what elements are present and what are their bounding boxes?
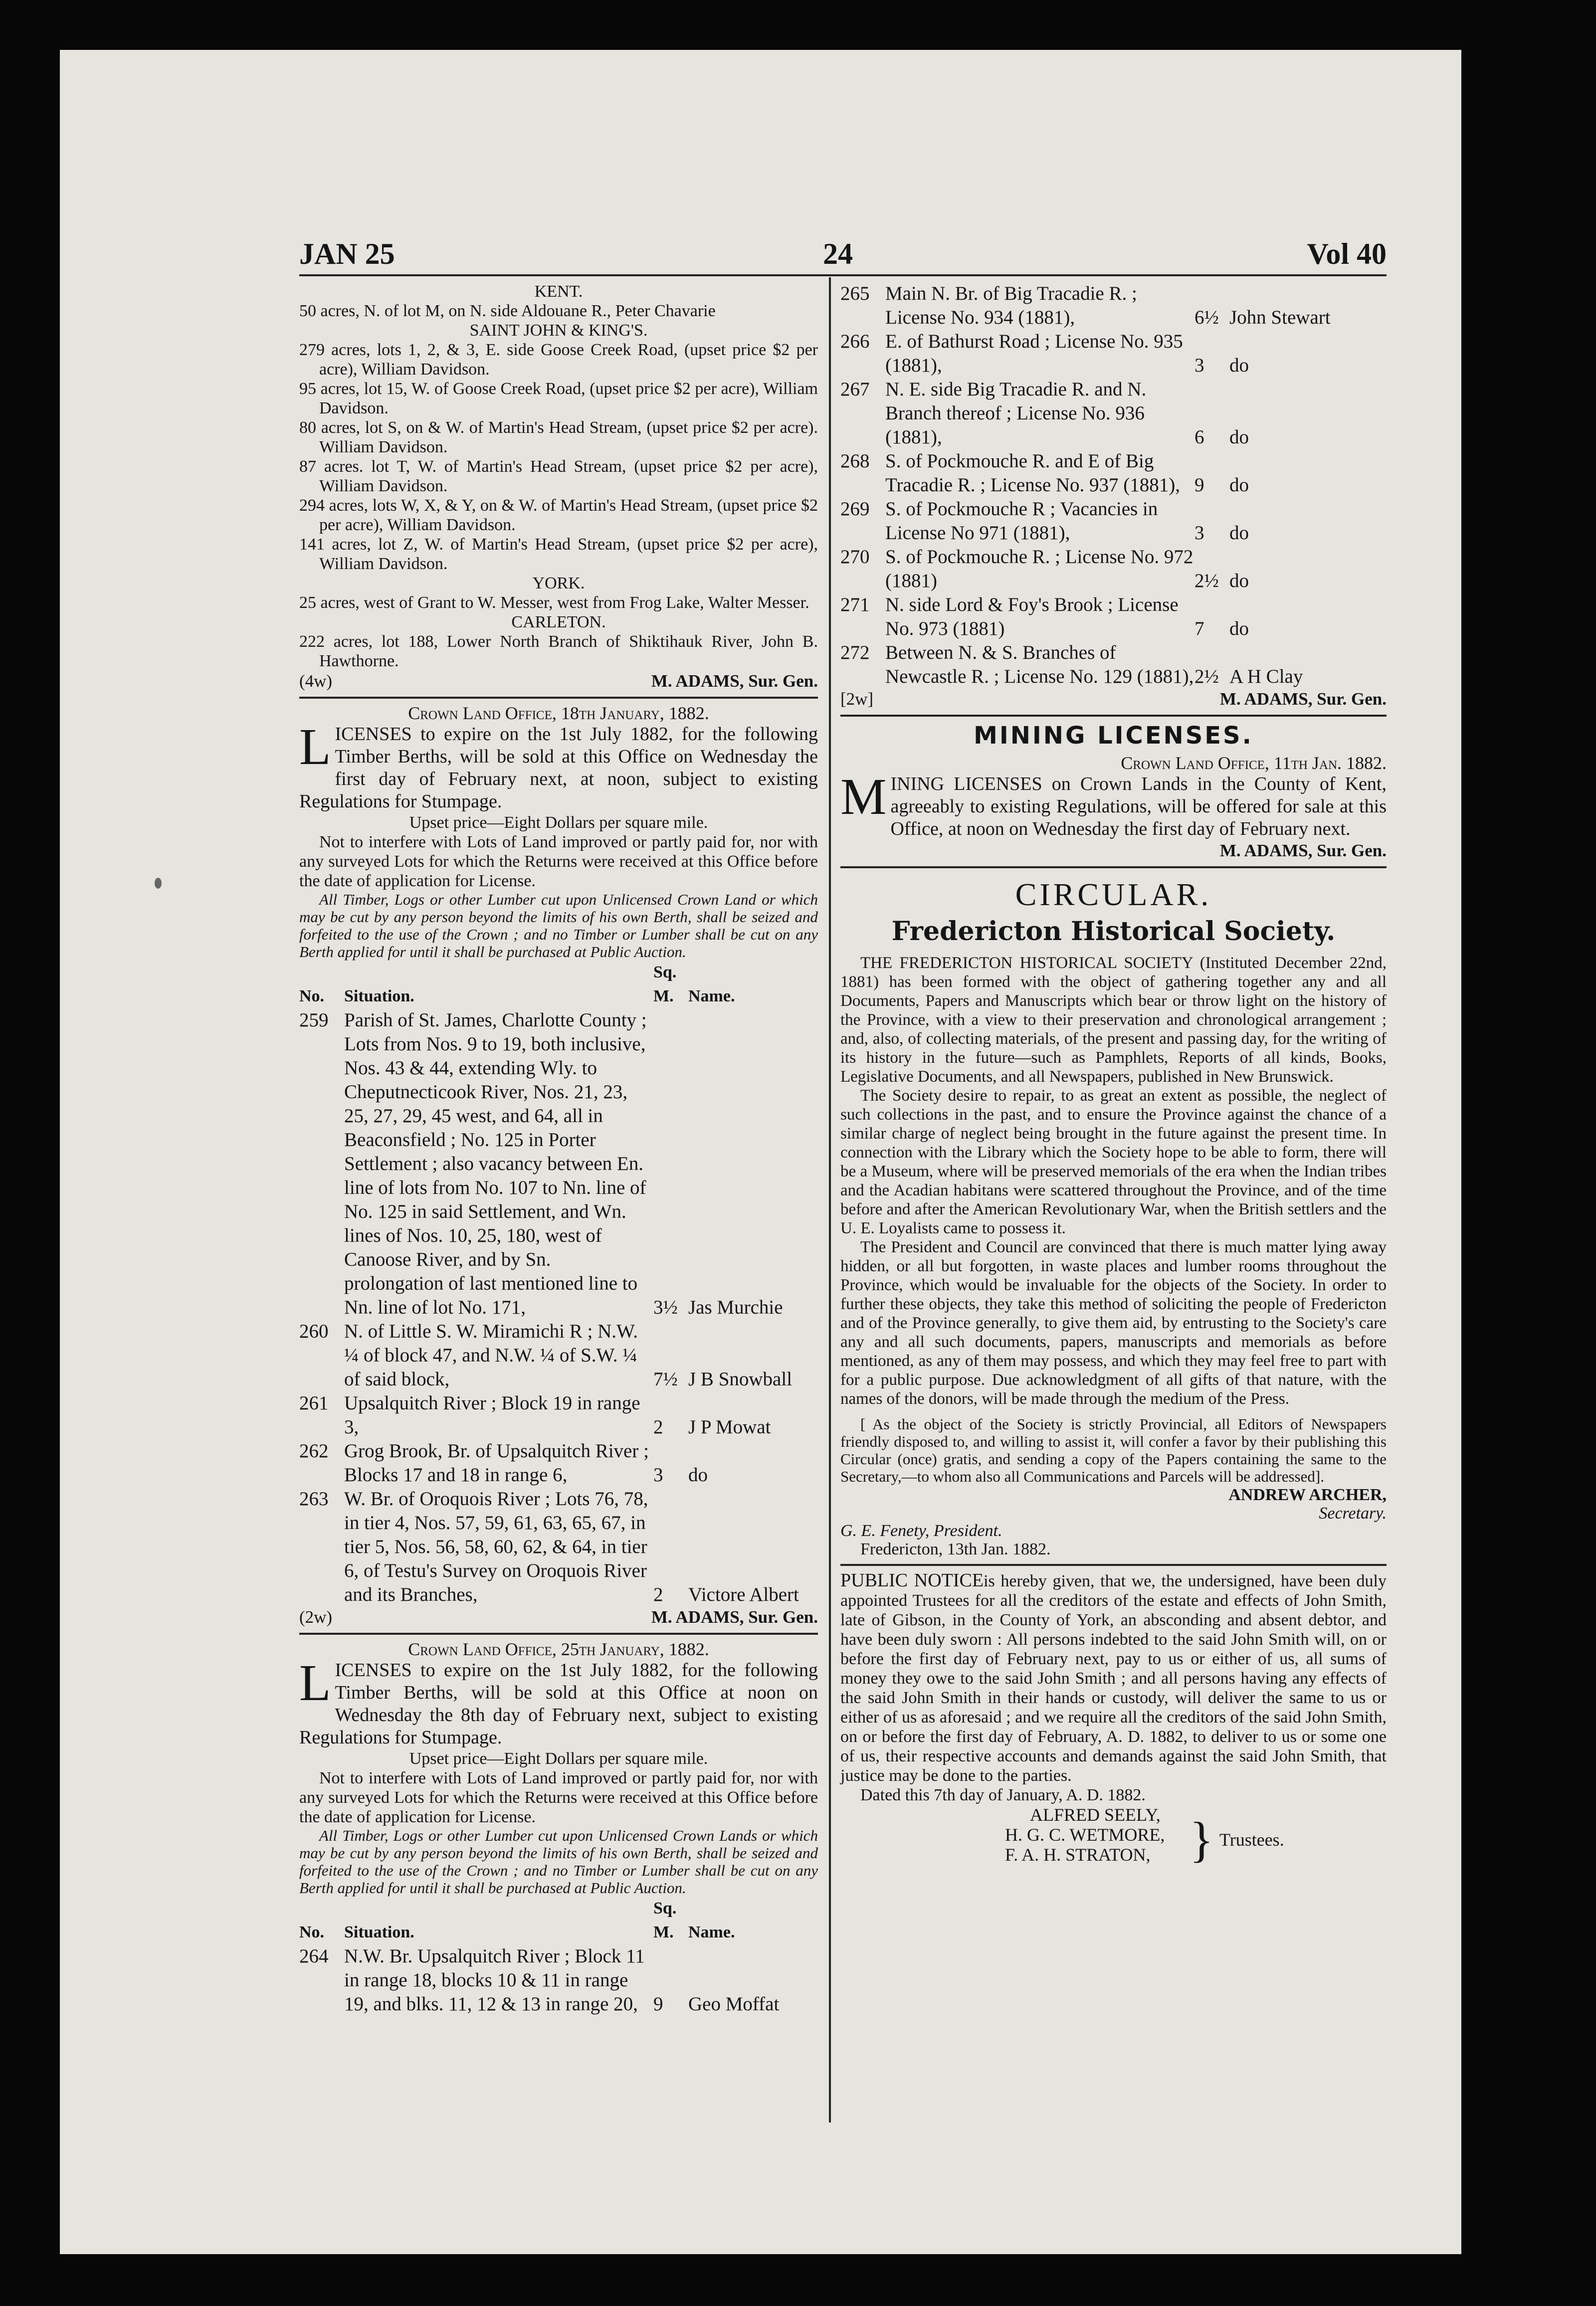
berth-situation: S. of Pockmouche R. ; License No. 972 (1881) (885, 546, 1194, 591)
berth-name: J B Snowball (688, 1368, 793, 1390)
berth-number: 271 (840, 594, 870, 615)
county-heading-saint-john: SAINT JOHN & KING'S. (469, 321, 648, 340)
table-row (840, 497, 1387, 545)
secretary-name: ANDREW ARCHER, (1228, 1486, 1387, 1504)
table-row (299, 1439, 818, 1487)
berth-sq-miles: 3 (1195, 522, 1204, 544)
left-column (299, 282, 818, 2016)
berth-number: 261 (299, 1392, 329, 1414)
land-item: 141 acres, lot Z, W. of Martin's Head Stream, (upset price $2 per acre), William Davidson. (299, 535, 818, 573)
trustees-label: Trustees. (1219, 1830, 1284, 1850)
berth-name: A H Clay (1229, 666, 1303, 687)
notice-warning: All Timber, Logs or other Lumber cut upon Unlicensed Crown Land or which may be cut by any person beyond the limits of his own Berth, shall be seized and forfeited to the use of the Crown ; and no Timber or Lumber shall be cut on any Berth applied for until it shall be purchased at Public Auction. (299, 891, 818, 961)
dateline: Crown Land Office, 25th January, 1882. (408, 1639, 709, 1659)
signature-line (840, 840, 1387, 861)
section-rule (299, 1633, 818, 1635)
column-header: Sq. M. (653, 1899, 677, 1941)
table-row (299, 1944, 818, 2016)
signature-line (840, 689, 1387, 710)
land-item: 95 acres, lot 15, W. of Goose Creek Road, (upset price $2 per acre), William Davidson. (299, 380, 818, 417)
berth-number: 264 (299, 1945, 329, 1967)
land-sales-list (299, 282, 818, 692)
berth-situation: N.W. Br. Upsalquitch River ; Block 11 in range 18, blocks 10 & 11 in range 19, and blks. 11, 12 & 13 in range 20, (344, 1945, 645, 2015)
ink-smudge (155, 878, 162, 889)
berth-sq-miles: 2½ (1195, 666, 1219, 687)
mining-licenses-notice (840, 722, 1387, 861)
table-row (840, 545, 1387, 593)
berth-sq-miles: 6½ (1195, 307, 1219, 328)
insertion-code: (2w) (299, 1607, 333, 1627)
section-rule (299, 697, 818, 699)
drop-cap: M (840, 768, 887, 825)
land-item: 87 acres. lot T, W. of Martin's Head Stream, (upset price $2 per acre), William Davidson. (299, 457, 818, 495)
land-item: 80 acres, lot S, on & W. of Martin's Head Stream, (upset price $2 per acre). William Davidson. (299, 418, 818, 456)
upset-price: Upset price—Eight Dollars per square mile. (409, 1749, 708, 1768)
berth-sq-miles: 7½ (653, 1368, 678, 1390)
notice-body: INING LICENSES on Crown Lands in the County of Kent, agreeably to existing Regulations, will be offered for sale at this Office, at noon on Wednesday the first day of February next. (890, 773, 1387, 839)
table-row (299, 1320, 818, 1391)
berth-sq-miles: 6 (1195, 426, 1204, 448)
table-row (840, 378, 1387, 449)
berth-situation: N. side Lord & Foy's Brook ; License No. 973 (1881) (885, 594, 1179, 639)
header-volume: Vol 40 (1307, 237, 1387, 270)
section-rule (840, 715, 1387, 717)
berths-table (299, 961, 818, 1607)
column-divider (829, 277, 831, 2122)
signature: M. ADAMS, Sur. Gen. (1219, 841, 1387, 860)
berth-number: 263 (299, 1488, 329, 1510)
timber-notice-2 (299, 1640, 818, 2016)
section-title: MINING LICENSES. (974, 722, 1253, 750)
trustees-signatures (840, 1805, 1387, 1870)
berth-situation: N. of Little S. W. Miramichi R ; N.W. ¼ of block 47, and N.W. ¼ of S.W. ¼ of said block, (344, 1321, 638, 1390)
berth-sq-miles: 3 (653, 1464, 663, 1486)
berth-name: do (1229, 355, 1249, 376)
signature: M. ADAMS, Sur. Gen. (651, 1607, 818, 1627)
berth-number: 268 (840, 450, 870, 472)
secretary-title: Secretary. (1319, 1504, 1387, 1523)
table-row (299, 1008, 818, 1320)
insertion-code: [2w] (840, 689, 874, 709)
column-header: No. (299, 1923, 325, 1941)
county-heading-york: YORK. (532, 574, 585, 592)
county-heading-carleton: CARLETON. (511, 613, 606, 631)
notice-condition: Not to interfere with Lots of Land improved or partly paid for, nor with any surveyed Lots for which the Returns were received at this Office before the date of application for License. (299, 833, 818, 890)
berth-name: John Stewart (1229, 307, 1331, 328)
drop-cap: L (299, 1654, 331, 1712)
berth-situation: Between N. & S. Branches of Newcastle R. ; License No. 129 (1881), (885, 642, 1194, 687)
header-page-number: 24 (823, 237, 853, 270)
timber-notice-1 (299, 704, 818, 1628)
berth-situation: W. Br. of Oroquois River ; Lots 76, 78, in tier 4, Nos. 57, 59, 61, 63, 65, 67, in tier 5, Nos. 56, 58, 60, 62, & 64, in tier 6, of Testu's Survey on Oroquois River and its Branches, (344, 1488, 648, 1605)
notice-body: ICENSES to expire on the 1st July 1882, for the following Timber Berths, will be sold at this Office at noon on Wednesday the 8th day of February next, subject to existing Regulations for Stumpage. (299, 1660, 818, 1748)
column-header: Sq. M. (653, 963, 677, 1005)
header-rule (299, 274, 1387, 276)
column-header: No. (299, 987, 325, 1005)
public-notice (840, 1571, 1387, 1870)
berth-name: do (688, 1464, 708, 1486)
berth-sq-miles: 9 (653, 1993, 663, 2015)
berth-name: do (1229, 474, 1249, 496)
berth-situation: S. of Pockmouche R ; Vacancies in License No 971 (1881), (885, 498, 1158, 544)
berth-sq-miles: 2½ (1195, 570, 1219, 591)
berths-table (840, 282, 1387, 689)
column-header: Situation. (344, 1923, 414, 1941)
berth-number: 269 (840, 498, 870, 520)
president: G. E. Fenety, President. (840, 1522, 1002, 1540)
berth-name: do (1229, 522, 1249, 544)
berth-name: Victore Albert (688, 1584, 799, 1605)
trustee-name: ALFRED SEELY, (1030, 1805, 1161, 1825)
dated-line: Dated this 7th day of January, A. D. 1882. (860, 1786, 1146, 1804)
circular-paragraph: The President and Council are convinced that there is much matter lying away hidden, or all but forgotten, in waste places and lumber rooms throughout the Province, which would be invaluable for the objects of the Society. In order to further these objects, they take this method of soliciting the people of Fredericton and of the Province generally, to give them aid, by entrusting to the Society's care any and all such documents, papers, manuscripts and memorials as before mentioned, as any of them may possess, and which they may feel free to part with for a public purpose. Due acknowledgment of all gifts of that nature, with the names of the donors, will be made through the medium of the Press. (840, 1238, 1387, 1408)
table-row (840, 449, 1387, 497)
dateline: Crown Land Office, 11th Jan. 1882. (1121, 753, 1387, 773)
land-item: 279 acres, lots 1, 2, & 3, E. side Goose Creek Road, (upset price $2 per acre), William Davidson. (299, 341, 818, 379)
column-header: Name. (688, 1923, 735, 1941)
drop-cap: L (299, 718, 331, 775)
table-row (840, 282, 1387, 330)
section-title: CIRCULAR. (1015, 877, 1212, 912)
berth-situation: Upsalquitch River ; Block 19 in range 3, (344, 1392, 640, 1438)
berth-sq-miles: 9 (1195, 474, 1204, 496)
berth-number: 272 (840, 642, 870, 663)
notice-body: is hereby given, that we, the undersigned, have been duly appointed Trustees for all the creditors of the estate and effects of John Smith, late of Gibson, in the County of York, an absconding and absent debtor, and have been duly sworn : All persons indebted to the said John Smith will, on or before the first day of February next, pay to us or either of us, all sums of money they owe to the said John Smith ; and all persons having any effects of the said John Smith in their hands or custody, will deliver the same to us or either of us as aforesaid ; and we require all the creditors of the said John Smith, on or before the first day of February, A. D. 1882, to deliver to us or some one of us, their respective accounts and demands against the said John Smith, that justice may be done to the parties. (840, 1572, 1387, 1785)
county-heading-kent: KENT. (534, 282, 583, 301)
notice-lead: PUBLIC NOTICE (840, 1570, 984, 1591)
berth-number: 265 (840, 283, 870, 304)
notice-body: ICENSES to expire on the 1st July 1882, for the following Timber Berths, will be sold at this Office on Wednesday the first day of February next, at noon, subject to existing Regulations for Stumpage. (299, 724, 818, 812)
berth-situation: E. of Bathurst Road ; License No. 935 (1881), (885, 331, 1183, 376)
section-rule (840, 866, 1387, 868)
table-row (840, 593, 1387, 641)
berth-sq-miles: 2 (653, 1416, 663, 1438)
land-item: 25 acres, west of Grant to W. Messer, west from Frog Lake, Walter Messer. (299, 593, 809, 612)
berth-number: 270 (840, 546, 870, 568)
circular-note: [ As the object of the Society is strictly Provincial, all Editors of Newspapers friendly disposed to, and willing to assist it, will confer a favor by their publishing this Circular (once) gratis, and sending a copy of the Papers containing the same to the Secretary,—to whom also all Communications and Parcels will be addressed]. (840, 1415, 1387, 1485)
notice-condition: Not to interfere with Lots of Land improved or partly paid for, nor with any surveyed Lots for which the Returns were received at this Office before the date of application for License. (299, 1769, 818, 1826)
dateline: Fredericton, 13th Jan. 1882. (860, 1540, 1051, 1558)
berth-sq-miles: 3 (1195, 355, 1204, 376)
dateline: Crown Land Office, 18th January, 1882. (408, 703, 709, 723)
circular (840, 876, 1387, 1559)
table-row (299, 1487, 818, 1607)
brace: } (1190, 1812, 1213, 1867)
trustee-name: F. A. H. STRATON, (1005, 1845, 1151, 1865)
trustee-name: H. G. C. WETMORE, (1005, 1825, 1165, 1845)
newspaper-page (60, 50, 1461, 2254)
berth-sq-miles: 7 (1195, 618, 1204, 639)
column-header: Situation. (344, 987, 414, 1005)
berth-name: Jas Murchie (688, 1297, 783, 1318)
berth-number: 266 (840, 331, 870, 352)
timber-notice-2-continued (840, 282, 1387, 710)
berth-number: 259 (299, 1009, 329, 1031)
upset-price: Upset price—Eight Dollars per square mile. (409, 813, 708, 832)
berth-situation: S. of Pockmouche R. and E of Big Tracadie R. ; License No. 937 (1881), (885, 450, 1181, 496)
berth-situation: Grog Brook, Br. of Upsalquitch River ; Blocks 17 and 18 in range 6, (344, 1440, 649, 1486)
berth-sq-miles: 2 (653, 1584, 663, 1605)
berth-sq-miles: 3½ (653, 1297, 678, 1318)
table-row (299, 1391, 818, 1439)
header-date: JAN 25 (299, 237, 395, 270)
land-item: 222 acres, lot 188, Lower North Branch of Shiktihauk River, John B. Hawthorne. (299, 632, 818, 670)
page-content (239, 175, 1387, 2174)
berth-number: 262 (299, 1440, 329, 1462)
section-subtitle: Fredericton Historical Society. (891, 916, 1336, 947)
signature: M. ADAMS, Sur. Gen. (651, 671, 818, 691)
column-header: Name. (688, 987, 735, 1005)
land-item: 50 acres, N. of lot M, on N. side Aldouane R., Peter Chavarie (299, 302, 716, 320)
berth-name: do (1229, 570, 1249, 591)
land-item: 294 acres, lots W, X, & Y, on & W. of Martin's Head Stream, (upset price $2 per acre), William Davidson. (299, 496, 818, 534)
insertion-code: (4w) (299, 671, 333, 691)
section-rule (840, 1564, 1387, 1566)
notice-warning: All Timber, Logs or other Lumber cut upon Unlicensed Crown Lands or which may be cut by any person beyond the limits of his own Berth, shall be seized and forfeited to the use of the Crown ; and no Timber or Lumber shall be cut on any Berth applied for until it shall be purchased at Public Auction. (299, 1827, 818, 1897)
signature: M. ADAMS, Sur. Gen. (1219, 689, 1387, 709)
berth-number: 267 (840, 379, 870, 400)
table-row (840, 330, 1387, 378)
signature-line (299, 671, 818, 692)
berth-name: do (1229, 618, 1249, 639)
berths-table (299, 1897, 818, 2016)
table-row (840, 641, 1387, 689)
berth-situation: Parish of St. James, Charlotte County ; Lots from Nos. 9 to 19, both inclusive, Nos. 43 & 44, extending Wly. to Cheputnecticook River, Nos. 21, 23, 25, 27, 29, 45 west, and 64, all in Beaconsfield ; No. 125 in Porter Settlement ; also vacancy between En. line of lots from No. 107 to Nn. line of No. 125 in said Settlement, and Wn. lines of Nos. 10, 25, 180, west of Canoose River, and by Sn. prolongation of last mentioned line to Nn. line of lot No. 171, (344, 1009, 647, 1318)
berth-name: J P Mowat (688, 1416, 771, 1438)
circular-paragraph: THE FREDERICTON HISTORICAL SOCIETY (Instituted December 22nd, 1881) has been formed with the object of gathering together any and all Documents, Papers and Manuscripts which bear or throw light on the history of the Province, with a view to their preservation and chronological arrangement ; and, also, of collecting materials, of the present and passing day, for the writing of its history in the future—such as Pamphlets, Reports of all kinds, Books, Legislative Documents, and all Newspapers, published in New Brunswick. (840, 954, 1387, 1086)
berth-name: do (1229, 426, 1249, 448)
berth-name: Geo Moffat (688, 1993, 780, 2015)
berth-number: 260 (299, 1321, 329, 1342)
berth-situation: N. E. side Big Tracadie R. and N. Branch thereof ; License No. 936 (1881), (885, 379, 1147, 448)
circular-paragraph: The Society desire to repair, to as great an extent as possible, the neglect of such collections in the past, and to ensure the Province against the chance of a similar charge of neglect being brought in the future against the present time. In connection with the Library which the Society hope to be able to form, there will be a Museum, where will be preserved memorials of the era when the Indian tribes and the Acadian habitans were scattered throughout the Province, and of the time before and after the American Revolutionary War, when the British settlers and the U. E. Loyalists came to possess it. (840, 1087, 1387, 1237)
signature-line (299, 1607, 818, 1628)
berth-situation: Main N. Br. of Big Tracadie R. ; License No. 934 (1881), (885, 283, 1137, 328)
right-column (840, 282, 1387, 1870)
